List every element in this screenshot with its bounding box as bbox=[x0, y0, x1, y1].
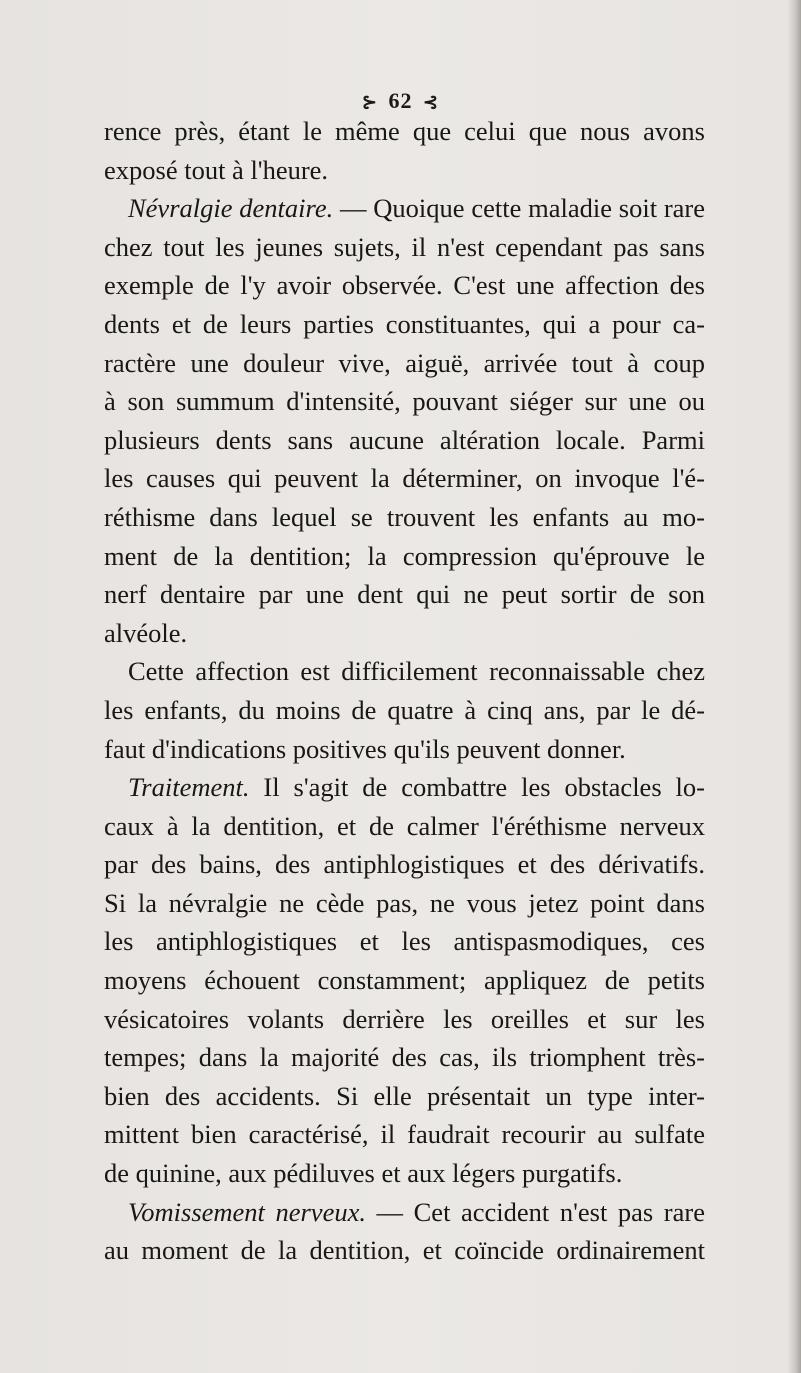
page-header bbox=[0, 88, 801, 114]
text-line: alvéole. bbox=[104, 617, 188, 648]
text-line: mittent bien caractérisé, il faudrait recourir au sulfate bbox=[104, 1119, 705, 1150]
text-line: au moment de la dentition, et coïncide ordinairement bbox=[104, 1235, 705, 1266]
right-ornament: ⊰ bbox=[423, 92, 440, 113]
text-line: réthisme dans lequel se trouvent les enfants au mo- bbox=[104, 501, 705, 532]
left-ornament: ⊱ bbox=[361, 92, 378, 113]
body-text bbox=[104, 112, 705, 1270]
text-line: ment de la dentition; la compression qu'éprouve le bbox=[104, 540, 705, 571]
section-title-nevralgie: Névralgie dentaire. bbox=[128, 193, 334, 224]
text-line: plusieurs dents sans aucune altération locale. Parmi bbox=[104, 424, 705, 455]
text-line: exemple de l'y avoir observée. C'est une affection des bbox=[104, 270, 705, 301]
text-line: moyens échouent constamment; appliquez de petits bbox=[104, 965, 705, 996]
section-heading-line: Vomissement nerveux. — Cet accident n'est pas rare bbox=[128, 1196, 705, 1227]
text-line: Si la névralgie ne cède pas, ne vous jetez point dans bbox=[104, 887, 705, 918]
page-number: 62 bbox=[388, 88, 413, 113]
text-line: dents et de leurs parties constituantes, qui a pour ca- bbox=[104, 308, 705, 339]
page-edge-shadow bbox=[787, 0, 801, 1373]
text-line: bien des accidents. Si elle présentait un type inter- bbox=[104, 1080, 705, 1111]
section-heading-line: Névralgie dentaire. — Quoique cette maladie soit rare bbox=[128, 193, 706, 224]
text-line: par des bains, des antiphlogistiques et des dérivatifs. bbox=[104, 849, 705, 880]
text-line: exposé tout à l'heure. bbox=[104, 154, 329, 185]
text-line: ractère une douleur vive, aiguë, arrivée tout à coup bbox=[104, 347, 705, 378]
text-line: vésicatoires volants derrière les oreilles et sur les bbox=[104, 1003, 705, 1034]
text-line: à son summum d'intensité, pouvant siéger sur une ou bbox=[104, 386, 705, 417]
text-line: faut d'indications positives qu'ils peuvent donner. bbox=[104, 733, 626, 764]
section-title-traitement: Traitement. bbox=[128, 772, 250, 803]
text-line: caux à la dentition, et de calmer l'éréthisme nerveux bbox=[104, 810, 705, 841]
text-line: tempes; dans la majorité des cas, ils triomphent très- bbox=[104, 1042, 705, 1073]
text-line: nerf dentaire par une dent qui ne peut sortir de son bbox=[104, 579, 705, 610]
text-line: les causes qui peuvent la déterminer, on invoque l'é- bbox=[104, 463, 705, 494]
text-line: chez tout les jeunes sujets, il n'est cependant pas sans bbox=[104, 231, 705, 262]
text-line: les antiphlogistiques et les antispasmodiques, ces bbox=[104, 926, 705, 957]
text-line: Cette affection est difficilement reconnaissable chez bbox=[128, 656, 705, 687]
section-title-vomissement: Vomissement nerveux. bbox=[128, 1196, 366, 1227]
text-line: rence près, étant le même que celui que nous avons bbox=[104, 116, 705, 146]
section-heading-line: Traitement. Il s'agit de combattre les obstacles lo- bbox=[128, 772, 705, 803]
text-line: de quinine, aux pédiluves et aux légers purgatifs. bbox=[104, 1158, 623, 1189]
text-line: les enfants, du moins de quatre à cinq ans, par le dé- bbox=[104, 694, 705, 725]
